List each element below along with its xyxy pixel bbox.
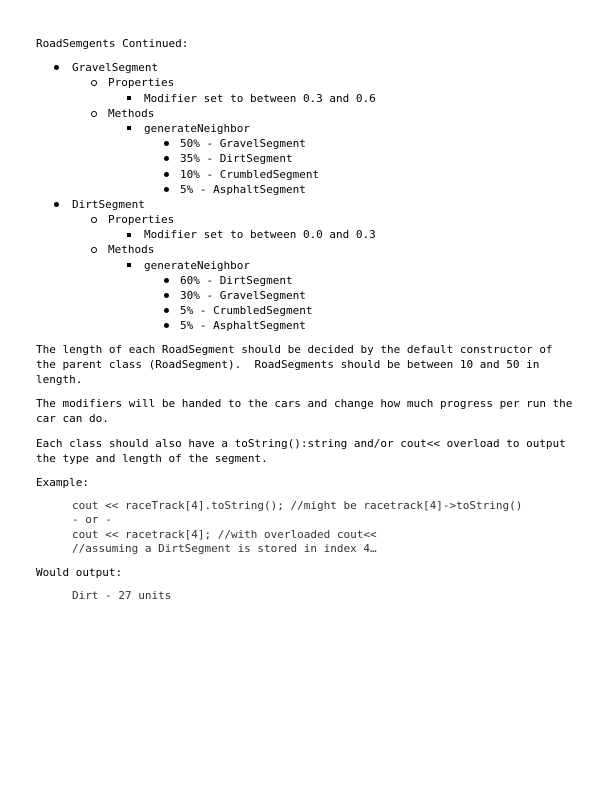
disc-bullet-icon: [54, 202, 59, 207]
paragraph-length: [36, 342, 581, 388]
list-item-outcome: [36, 151, 581, 166]
output-code-block: [72, 589, 581, 603]
square-bullet-icon: [127, 263, 131, 267]
list-item-dirt: [36, 197, 581, 212]
disc-bullet-icon: [164, 187, 169, 192]
methods-label: Methods: [108, 243, 155, 257]
list-item-gravel: [36, 60, 581, 75]
outcome-text: 5% - AsphaltSegment: [180, 182, 306, 196]
list-item-method: [36, 258, 581, 273]
list-item-outcome: [36, 167, 581, 182]
methods-label: Methods: [108, 106, 155, 120]
list-item-modifier: [36, 227, 581, 242]
method-name: generateNeighbor: [144, 121, 250, 135]
list-item-methods: [36, 242, 581, 257]
list-item-outcome: [36, 136, 581, 151]
example-code-block: [72, 499, 581, 556]
class-name-dirt: DirtSegment: [72, 197, 145, 211]
paragraph-line: Each class should also have a toString():string and/or cout<< overload to output: [36, 436, 566, 450]
disc-bullet-icon: [164, 156, 169, 161]
disc-bullet-icon: [54, 65, 59, 70]
list-item-outcome: [36, 273, 581, 288]
code-line: cout << raceTrack[4].toString(); //might be racetrack[4]->toString(): [72, 499, 523, 513]
list-item-modifier: [36, 91, 581, 106]
circle-bullet-icon: [91, 247, 97, 253]
list-item-outcome: [36, 318, 581, 333]
outcome-text: 5% - CrumbledSegment: [180, 304, 313, 318]
list-item-properties: [36, 75, 581, 90]
outcome-text: 30% - GravelSegment: [180, 289, 306, 303]
disc-bullet-icon: [164, 308, 169, 313]
list-item-outcome: [36, 288, 581, 303]
square-bullet-icon: [127, 96, 131, 100]
list-item-outcome: [36, 303, 581, 318]
modifier-text: Modifier set to between 0.0 and 0.3: [144, 228, 376, 242]
paragraph-line: length.: [36, 372, 83, 386]
circle-bullet-icon: [91, 111, 97, 117]
disc-bullet-icon: [164, 323, 169, 328]
outcome-text: 60% - DirtSegment: [180, 273, 293, 287]
square-bullet-icon: [127, 126, 131, 130]
code-line: - or -: [72, 513, 112, 527]
list-item-method: [36, 121, 581, 136]
outcome-text: 5% - AsphaltSegment: [180, 319, 306, 333]
outcome-text: 10% - CrumbledSegment: [180, 167, 320, 181]
code-line: //assuming a DirtSegment is stored in index 4…: [72, 541, 377, 555]
circle-bullet-icon: [91, 217, 97, 223]
paragraph-tostring: [36, 436, 581, 466]
list-item-properties: [36, 212, 581, 227]
class-name-gravel: GravelSegment: [72, 61, 159, 75]
disc-bullet-icon: [164, 293, 169, 298]
properties-label: Properties: [108, 213, 175, 227]
list-item-methods: [36, 106, 581, 121]
code-line: Dirt - 27 units: [72, 589, 172, 603]
outcome-text: 35% - DirtSegment: [180, 152, 293, 166]
paragraph-line: car can do.: [36, 412, 109, 426]
paragraph-line: the parent class (RoadSegment). RoadSegments should be between 10 and 50 in: [36, 357, 540, 371]
square-bullet-icon: [127, 233, 131, 237]
output-label: Would output:: [36, 566, 123, 580]
properties-label: Properties: [108, 76, 175, 90]
code-line: cout << racetrack[4]; //with overloaded cout<<: [72, 527, 377, 541]
paragraph-line: The length of each RoadSegment should be decided by the default constructor of: [36, 342, 553, 356]
disc-bullet-icon: [164, 278, 169, 283]
paragraph-line: the type and length of the segment.: [36, 451, 268, 465]
disc-bullet-icon: [164, 141, 169, 146]
document-page: [36, 36, 581, 603]
outcome-text: 50% - GravelSegment: [180, 137, 306, 151]
method-name: generateNeighbor: [144, 258, 250, 272]
disc-bullet-icon: [164, 172, 169, 177]
list-item-outcome: [36, 182, 581, 197]
paragraph-line: The modifiers will be handed to the cars and change how much progress per run the: [36, 397, 573, 411]
paragraph-modifiers: [36, 396, 581, 426]
section-heading: RoadSemgents Continued:: [36, 37, 189, 50]
circle-bullet-icon: [91, 80, 97, 86]
modifier-text: Modifier set to between 0.3 and 0.6: [144, 91, 376, 105]
example-label: Example:: [36, 476, 89, 489]
